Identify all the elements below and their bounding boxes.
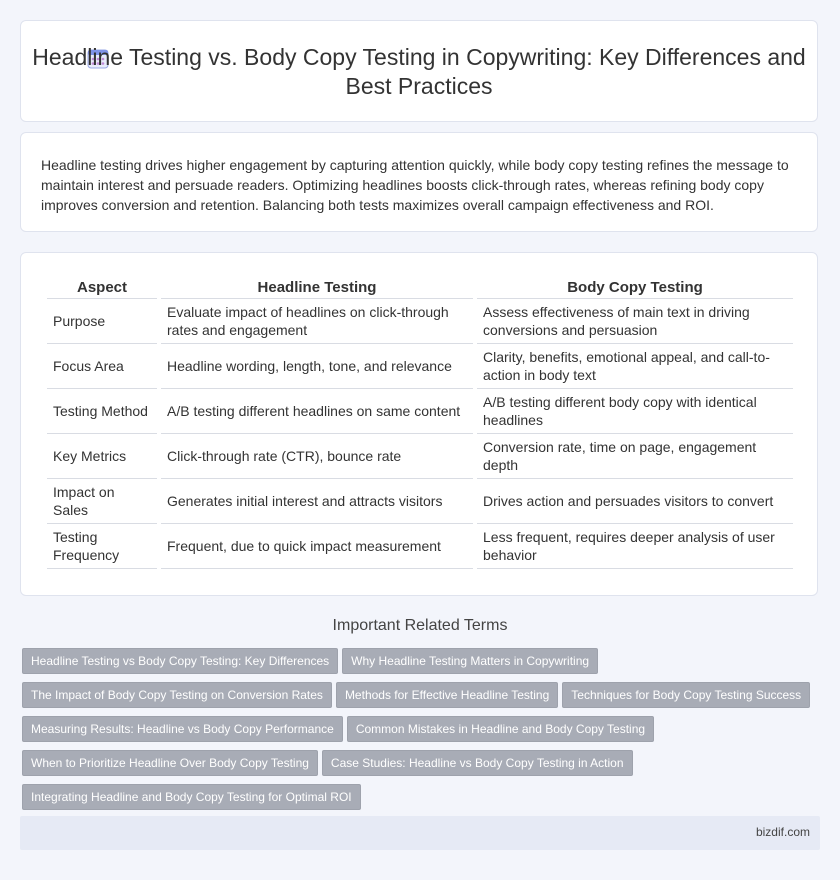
related-terms-title: Important Related Terms xyxy=(332,617,508,634)
related-term-tag[interactable]: Why Headline Testing Matters in Copywriting xyxy=(342,648,598,674)
footer xyxy=(20,816,820,850)
related-term-tag[interactable]: Techniques for Body Copy Testing Success xyxy=(562,682,810,708)
table-cell: Clarity, benefits, emotional appeal, and call-to-action in body text xyxy=(477,344,793,389)
table-cell: Drives action and persuades visitors to convert xyxy=(477,479,793,524)
footer-site-link[interactable]: bizdif.com xyxy=(755,825,810,839)
related-term-tag[interactable]: Integrating Headline and Body Copy Testing for Optimal ROI xyxy=(22,784,361,810)
column-header-body-copy-testing: Body Copy Testing xyxy=(477,277,793,299)
related-term-tag[interactable]: Common Mistakes in Headline and Body Copy Testing xyxy=(347,716,654,742)
table-cell: Key Metrics xyxy=(47,434,157,479)
page-title: Headline Testing vs. Body Copy Testing in Copywriting: Key Differences and Best Practices xyxy=(32,44,806,99)
table-cell: Testing Method xyxy=(47,389,157,434)
header-card xyxy=(20,20,818,122)
table-cell: Conversion rate, time on page, engagement depth xyxy=(477,434,793,479)
column-header-headline-testing: Headline Testing xyxy=(161,277,473,299)
intro-card xyxy=(20,132,818,232)
table-cell: Headline wording, length, tone, and relevance xyxy=(161,344,473,389)
table-row xyxy=(47,524,793,569)
table-row xyxy=(47,344,793,389)
table-cell: Evaluate impact of headlines on click-through rates and engagement xyxy=(161,299,473,344)
related-term-tag[interactable]: Methods for Effective Headline Testing xyxy=(336,682,558,708)
table-cell: A/B testing different headlines on same content xyxy=(161,389,473,434)
table-cell: Focus Area xyxy=(47,344,157,389)
table-row xyxy=(47,299,793,344)
table-cell: Assess effectiveness of main text in driving conversions and persuasion xyxy=(477,299,793,344)
intro-text: Headline testing drives higher engagement by capturing attention quickly, while body copy testing refines the message to maintain interest and persuade readers. Optimizing headlines boosts click-through rates, whereas refining body copy improves conversion and retention. Balancing both tests maximizes overall campaign effectiveness and ROI. xyxy=(41,157,789,213)
table-cell: A/B testing different body copy with identical headlines xyxy=(477,389,793,434)
related-term-tag[interactable]: Case Studies: Headline vs Body Copy Testing in Action xyxy=(322,750,633,776)
related-term-tag[interactable]: Headline Testing vs Body Copy Testing: Key Differences xyxy=(22,648,338,674)
related-terms-list xyxy=(22,648,822,818)
table-row xyxy=(47,434,793,479)
table-header-row xyxy=(47,277,793,299)
related-term-tag[interactable]: The Impact of Body Copy Testing on Conversion Rates xyxy=(22,682,332,708)
table-cell: Generates initial interest and attracts visitors xyxy=(161,479,473,524)
table-row xyxy=(47,479,793,524)
table-cell: Frequent, due to quick impact measurement xyxy=(161,524,473,569)
table-row xyxy=(47,389,793,434)
comparison-table xyxy=(43,277,797,569)
table-cell: Click-through rate (CTR), bounce rate xyxy=(161,434,473,479)
related-term-tag[interactable]: Measuring Results: Headline vs Body Copy Performance xyxy=(22,716,343,742)
table-cell: Impact on Sales xyxy=(47,479,157,524)
table-cell: Testing Frequency xyxy=(47,524,157,569)
table-cell: Less frequent, requires deeper analysis of user behavior xyxy=(477,524,793,569)
column-header-aspect: Aspect xyxy=(47,277,157,299)
related-term-tag[interactable]: When to Prioritize Headline Over Body Copy Testing xyxy=(22,750,318,776)
comparison-table-card xyxy=(20,252,818,596)
table-cell: Purpose xyxy=(47,299,157,344)
